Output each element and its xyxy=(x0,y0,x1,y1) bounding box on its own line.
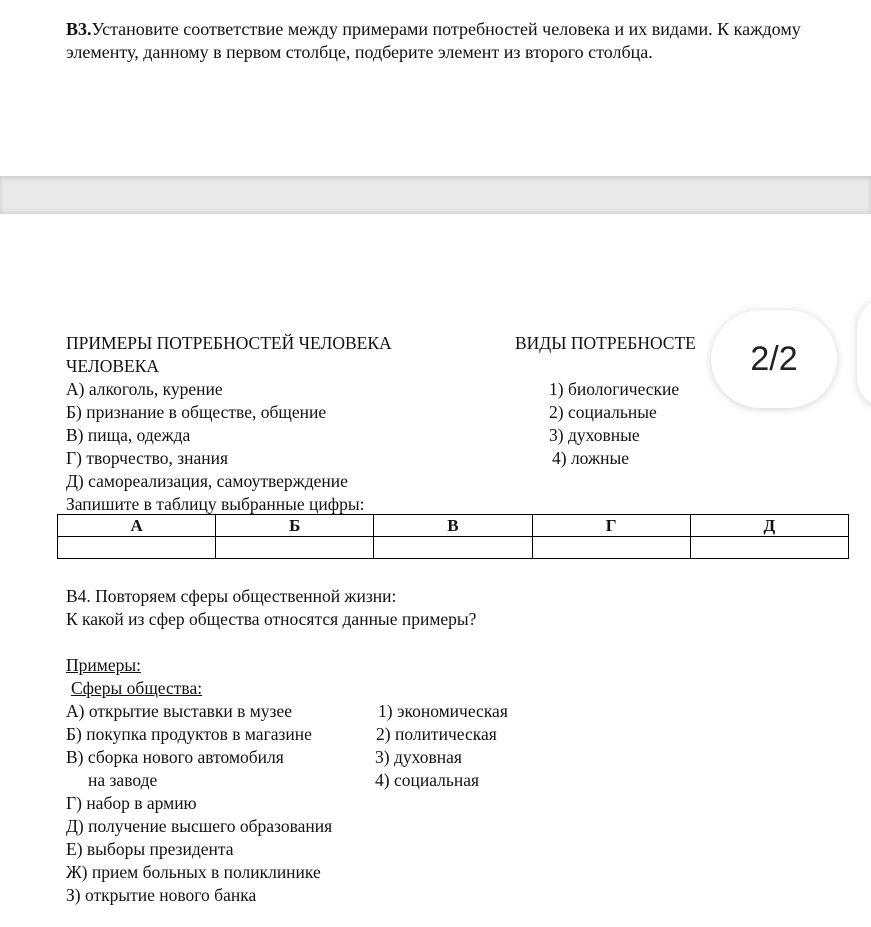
b3-type-2: 2) социальные xyxy=(549,402,657,422)
b4-example-e: Е) выборы президента xyxy=(66,839,234,859)
table-header-cell: В xyxy=(374,515,532,537)
b4-title: В4. Повторяем сферы общественной жизни: xyxy=(66,586,397,606)
b4-spheres-label: Сферы общества: xyxy=(71,678,203,698)
b4-sphere-2: 2) политическая xyxy=(376,724,497,744)
b4-question: К какой из сфер общества относятся данные примеры? xyxy=(66,609,477,629)
b3-example-a: А) алкоголь, курение xyxy=(66,379,223,399)
table-answer-row xyxy=(58,537,849,559)
answer-cell[interactable] xyxy=(216,537,374,559)
b4-example-v: В) сборка нового автомобиля xyxy=(66,747,284,767)
answer-cell[interactable] xyxy=(58,537,216,559)
b3-instruction xyxy=(66,18,846,64)
b3-table-prompt: Запишите в таблицу выбранные цифры: xyxy=(66,494,365,514)
answer-cell[interactable] xyxy=(532,537,690,559)
b3-instruction-text: Установите соответствие между примерами потребностей человека и их видами. К каждому элементу, данному в первом столбце, подберите элемент из второго столбца. xyxy=(66,19,801,62)
b3-example-d: Д) самореализация, самоутверждение xyxy=(66,471,348,491)
answer-cell[interactable] xyxy=(374,537,532,559)
b4-example-a: А) открытие выставки в музее xyxy=(66,701,293,721)
table-header-row xyxy=(58,515,849,537)
b3-col2-header: ВИДЫ ПОТРЕБНОСТЕ xyxy=(515,333,696,353)
b4-example-z: З) открытие нового банка xyxy=(66,885,257,905)
b4-example-v-cont: на заводе xyxy=(88,770,158,790)
table-header-cell: Д xyxy=(690,515,848,537)
b3-label: В3. xyxy=(66,19,92,39)
table-header-cell: Б xyxy=(216,515,374,537)
page-counter[interactable]: 2/2 xyxy=(711,310,837,408)
b4-sphere-1: 1) экономическая xyxy=(378,701,508,721)
b4-sphere-4: 4) социальная xyxy=(375,770,480,790)
b3-type-4: 4) ложные xyxy=(552,448,629,468)
page-separator xyxy=(0,176,871,214)
b4-example-d: Д) получение высшего образования xyxy=(66,816,333,836)
b3-type-1: 1) биологические xyxy=(549,379,680,399)
b3-type-3: 3) духовные xyxy=(549,425,640,445)
b4-example-zh: Ж) прием больных в поликлинике xyxy=(66,862,321,882)
b3-example-g: Г) творчество, знания xyxy=(66,448,229,468)
b4-example-g: Г) набор в армию xyxy=(66,793,197,813)
table-header-cell: Г xyxy=(532,515,690,537)
b3-answer-table xyxy=(57,514,849,559)
table-header-cell: А xyxy=(58,515,216,537)
b3-col1-header: ПРИМЕРЫ ПОТРЕБНОСТЕЙ ЧЕЛОВЕКА xyxy=(66,333,392,353)
pager-edge xyxy=(857,298,871,408)
b4-example-b: Б) покупка продуктов в магазине xyxy=(66,724,312,744)
b4-sphere-3: 3) духовная xyxy=(375,747,462,767)
answer-cell[interactable] xyxy=(690,537,848,559)
b3-col1-header-cont: ЧЕЛОВЕКА xyxy=(66,356,160,376)
b4-examples-label: Примеры: xyxy=(66,655,141,675)
b3-example-v: В) пища, одежда xyxy=(66,425,191,445)
b3-example-b: Б) признание в обществе, общение xyxy=(66,402,327,422)
